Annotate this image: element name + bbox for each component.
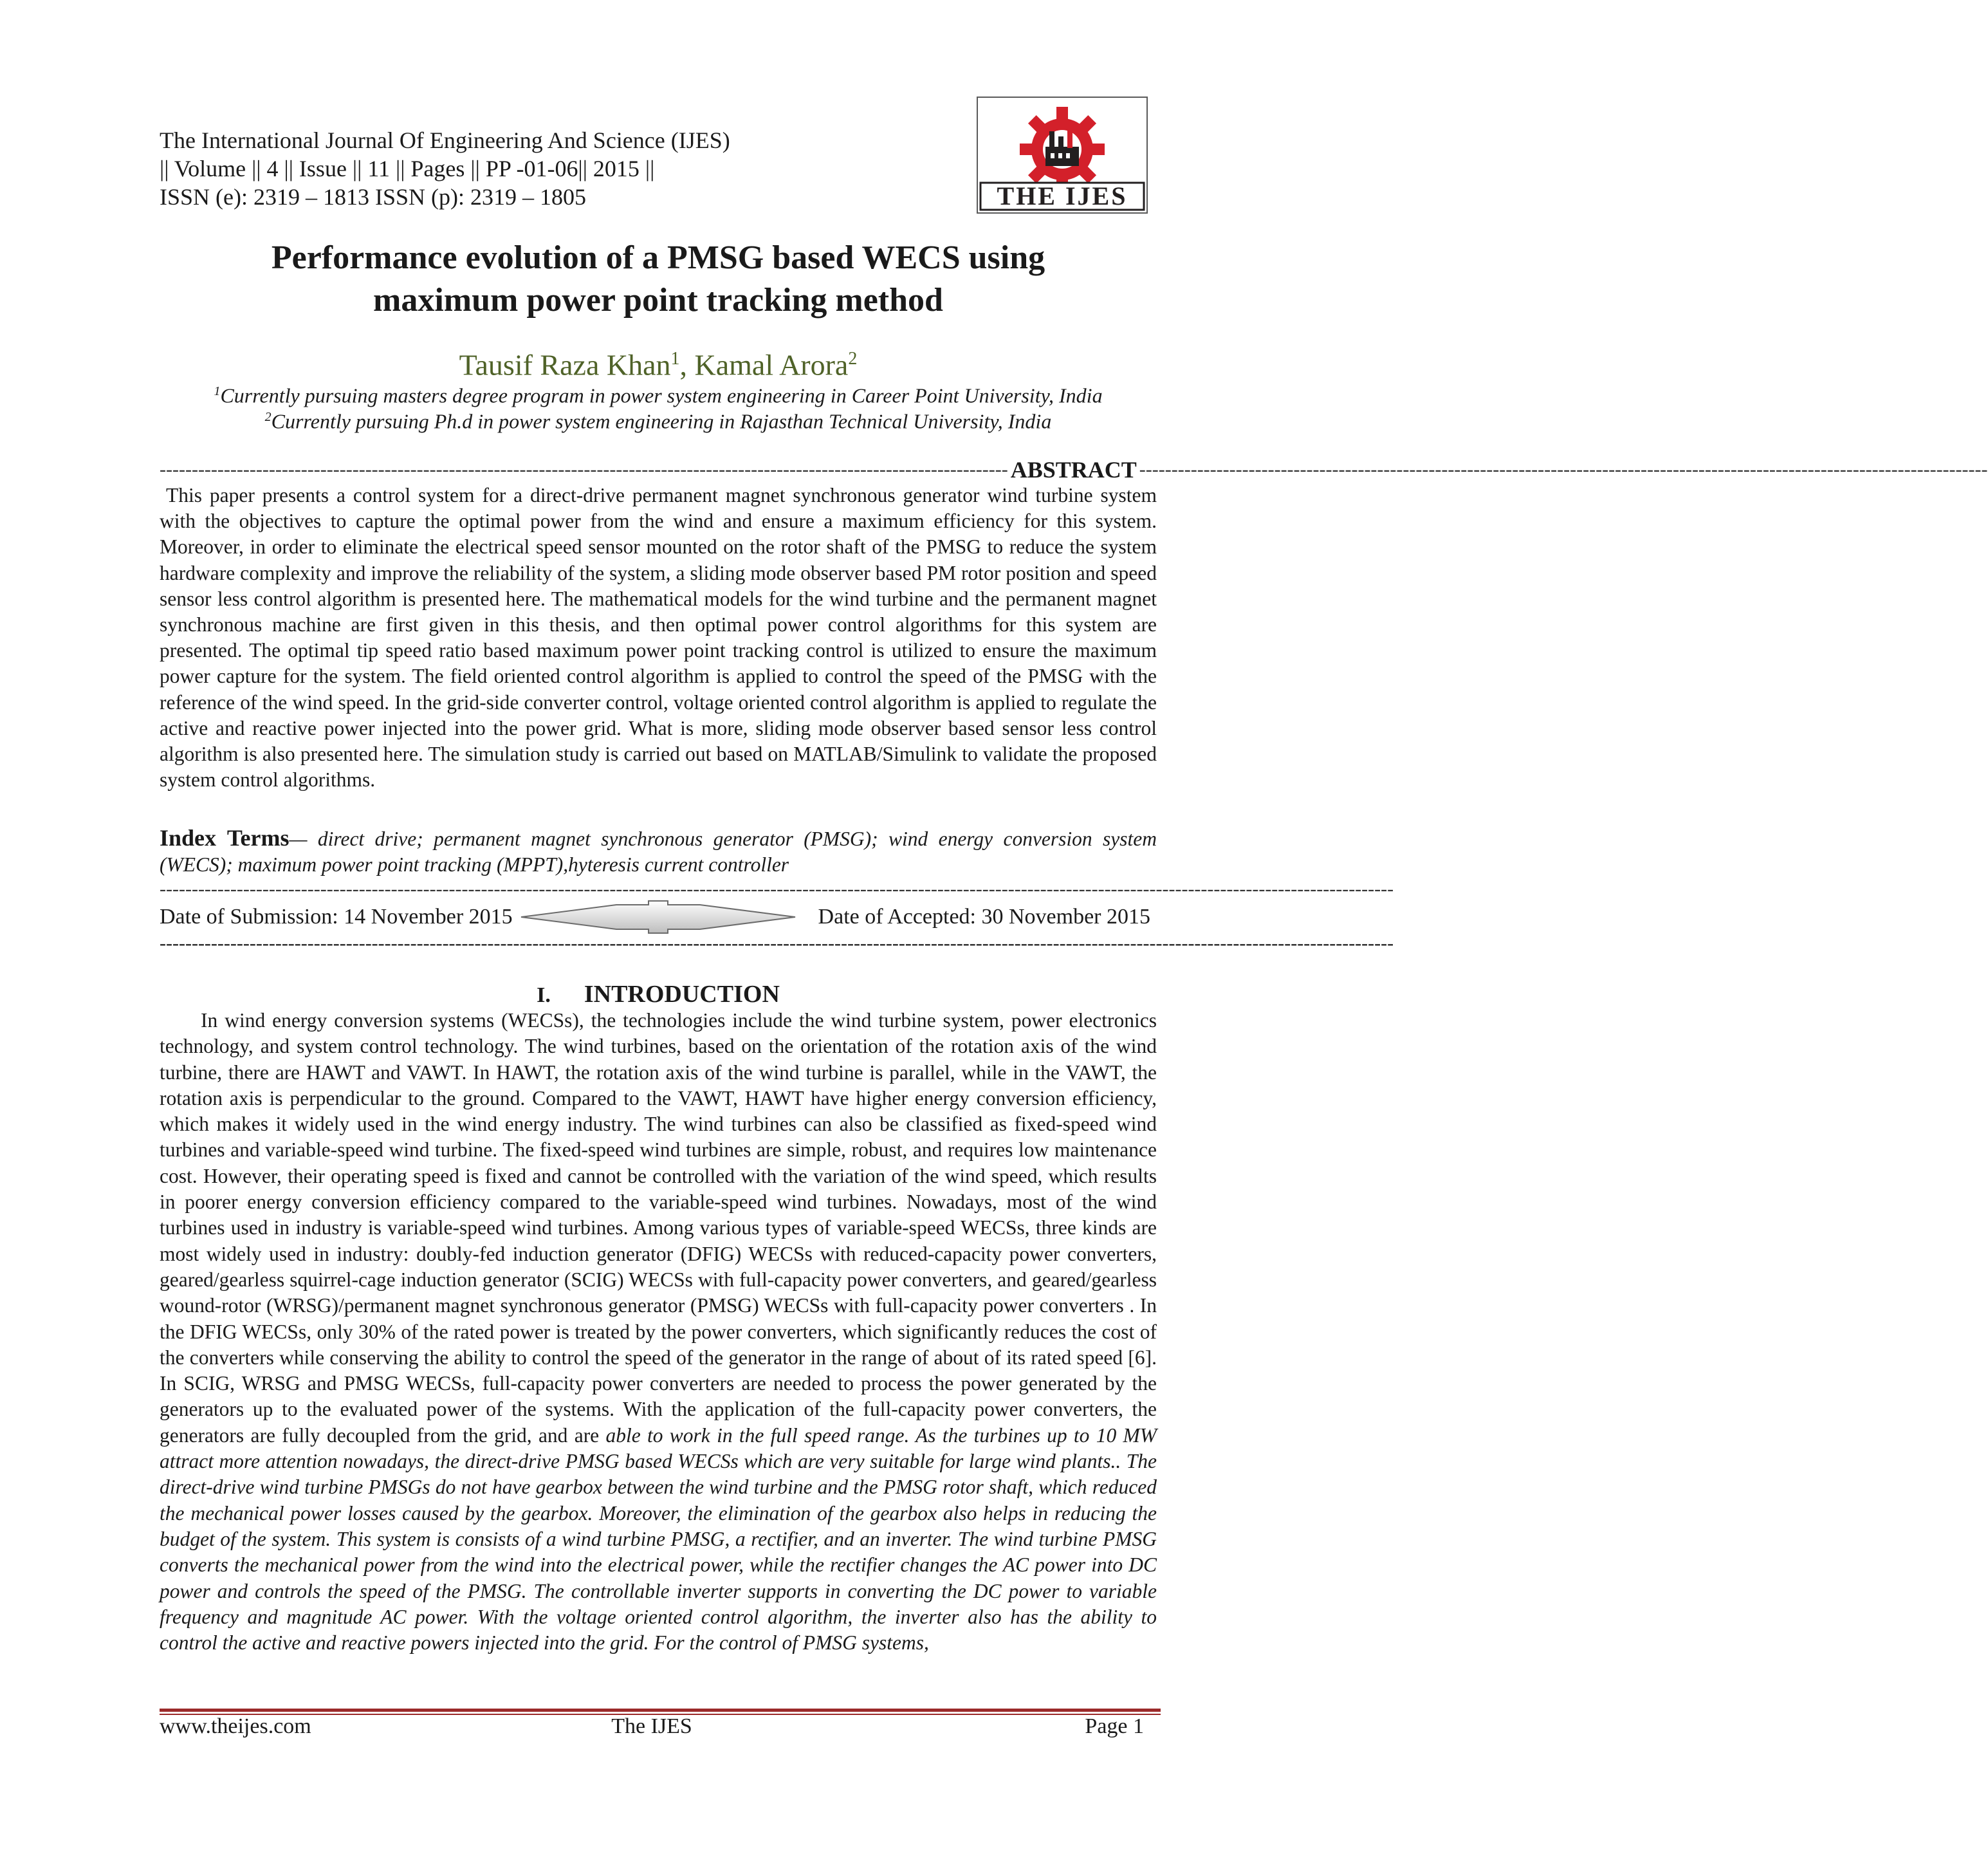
author-1: Tausif Raza Khan <box>459 348 671 382</box>
author-2-sup: 2 <box>848 349 858 369</box>
dates-row <box>160 901 1157 933</box>
dash-divider: ------------------------------------------------------------------------------------------------------------------------------------------------------------------------------------------------ <box>160 878 1394 900</box>
dash-divider-bold: ------------------------------------------------------------------------------------------------------------------------------------------------------------------------------------------------ <box>160 932 1394 954</box>
logo-text: THE IJES <box>997 181 1128 210</box>
author-1-sup: 1 <box>670 349 680 369</box>
section-number: I. <box>537 983 551 1007</box>
paper-title <box>160 237 1157 322</box>
dash-divider-left: ------------------------------------------------------------------------------------------------------------------------------------ <box>160 459 1008 480</box>
abstract-heading: ABSTRACT <box>1010 457 1137 483</box>
affiliation-2-sup: 2 <box>264 410 272 424</box>
index-terms-label: Index Terms <box>160 825 290 851</box>
ijes-logo <box>977 97 1148 214</box>
introduction-paragraph <box>160 1008 1157 1656</box>
footer-page-number: Page 1 <box>1085 1714 1144 1738</box>
footer-rule <box>160 1709 1161 1712</box>
title-line-1: Performance evolution of a PMSG based WECS using <box>271 239 1045 276</box>
journal-name: The International Journal Of Engineering And Science (IJES) <box>160 127 730 153</box>
title-line-2: maximum power point tracking method <box>373 282 943 319</box>
abstract-text: This paper presents a control system for a direct-drive permanent magnet synchronous generator wind turbine system with the objectives to capture the optimal power from the wind and ensure a maximum efficiency for this system. Moreover, in order to eliminate the electrical speed sensor mounted on the rotor shaft of the PMSG to reduce the system hardware complexity and improve the reliability of the system, a sliding mode observer based PM rotor position and speed sensor less control algorithm is presented here. The mathematical models for the wind turbine and the permanent magnet synchronous machine are first given in this thesis, and then optimal power control algorithms for this system are presented. The optimal tip speed ratio based maximum power point tracking control is utilized to ensure the maximum power capture for the system. The field oriented control algorithm is applied to control the speed of the PMSG with the reference of the wind speed. In the grid-side converter control, voltage oriented control algorithm is applied to regulate the active and reactive power injected into the power grid. What is more, sliding mode observer based sensor less control algorithm is also presented here. The simulation study is carried out based on MATLAB/Simulink to validate the proposed system control algorithms. <box>160 484 1157 792</box>
index-terms-dash: — <box>289 828 318 850</box>
double-arrow-icon <box>520 901 796 933</box>
author-separator: , <box>679 348 695 382</box>
journal-volume: || Volume || 4 || Issue || 11 || Pages || PP -01-06|| 2015 || <box>160 156 655 181</box>
introduction-body <box>160 1008 1157 1656</box>
affiliation-1-sup: 1 <box>214 384 221 398</box>
footer-journal: The IJES <box>611 1714 692 1738</box>
introduction-heading <box>160 979 1157 1010</box>
affiliation-1-text: Currently pursuing masters degree program in power system engineering in Career Point University, India <box>220 384 1103 407</box>
introduction-text-regular: In wind energy conversion systems (WECSs), the technologies include the wind turbine system, power electronics technology, and system control technology. The wind turbines, based on the orientation of the rotation axis of the wind turbine, there are HAWT and VAWT. In HAWT, the rotation axis of the wind turbine is parallel, while in the VAWT, the rotation axis is perpendicular to the ground. Compared to the VAWT, HAWT have higher energy conversion efficiency, which makes it widely used in the wind energy industry. The wind turbines can also be classified as fixed-speed wind turbines and variable-speed wind turbine. The fixed-speed wind turbines are simple, robust, and requires low maintenance cost. However, their operating speed is fixed and cannot be controlled with the variation of the wind speed, which results in poorer energy conversion efficiency compared to the variable-speed wind turbines. Nowadays, most of the wind turbines used in industry is variable-speed wind turbines. Among various types of variable-speed WECSs, three kinds are most widely used in industry: doubly-fed induction generator (DFIG) WECSs with reduced-capacity power converters, geared/gearless squirrel-cage induction generator (SCIG) WECSs with full-capacity power converters, and geared/gearless wound-rotor (WRSG)/permanent magnet synchronous generator (PMSG) WECSs with full-capacity power converters . In the DFIG WECSs, only 30% of the rated power is treated by the power converters, which significantly reduces the cost of the converters while conserving the ability to control the speed of the generator in the range of about of its rated speed [6]. In SCIG, WRSG and PMSG WECSs, full-capacity power converters are needed to process the power generated by the generators up to the evaluated power of the systems. With the application of the full-capacity power converters, the generators are fully decoupled from the grid, and are <box>160 1009 1157 1447</box>
index-terms <box>160 825 1157 878</box>
journal-issn: ISSN (e): 2319 – 1813 ISSN (p): 2319 – 1805 <box>160 184 586 210</box>
introduction-text-italic: able to work in the full speed range. As the turbines up to 10 MW attract more attention nowadays, the direct-drive PMSG based WECSs which are very suitable for large wind plants.. The direct-drive wind turbine PMSGs do not have gearbox between the wind turbine and the PMSG rotor shaft, which reduced the mechanical power losses caused by the gearbox. Moreover, the elimination of the gearbox also helps in reducing the budget of the system. This system is consists of a wind turbine PMSG, a rectifier, and an inverter. The wind turbine PMSG converts the mechanical power from the wind into the electrical power, while the rectifier changes the AC power into DC power and controls the speed of the PMSG. The controllable inverter supports in converting the DC power to variable frequency and magnitude AC power. With the voltage oriented control algorithm, the inverter also has the ability to control the active and reactive powers injected into the grid. For the control of PMSG systems, <box>160 1423 1157 1654</box>
affiliation-2 <box>160 404 1157 434</box>
authors <box>160 341 1157 383</box>
footer-website: www.theijes.com <box>160 1714 311 1738</box>
author-2: Kamal Arora <box>694 348 849 382</box>
abstract-heading-row <box>160 457 1988 483</box>
ijes-logo-icon <box>977 97 1148 214</box>
index-terms-text: direct drive; permanent magnet synchronous generator (PMSG); wind energy conversion system (WECS); maximum power point tracking (MPPT),hyteresis current controller <box>160 828 1157 876</box>
affiliation-2-text: Currently pursuing Ph.d in power system engineering in Rajasthan Technical University, India <box>271 409 1052 433</box>
section-title: INTRODUCTION <box>584 981 780 1008</box>
dash-divider-right: ------------------------------------------------------------------------------------------------------------------------------------ <box>1139 459 1988 480</box>
page-footer <box>160 1714 1144 1744</box>
date-of-submission: Date of Submission: 14 November 2015 <box>160 905 513 929</box>
date-of-accepted: Date of Accepted: 30 November 2015 <box>818 905 1150 929</box>
